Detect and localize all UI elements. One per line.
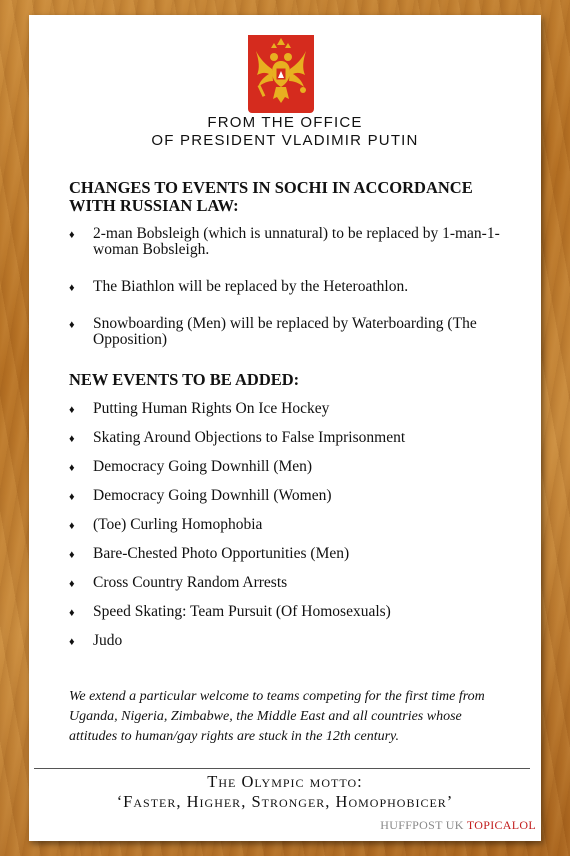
bullet-icon: ♦	[69, 578, 75, 590]
bullet-icon: ♦	[69, 491, 75, 503]
motto-text: ‘Faster, Higher, Stronger, Homophobicer’	[116, 792, 454, 811]
credit-brand: TOPICALOL	[466, 818, 536, 832]
bullet-icon: ♦	[69, 229, 75, 241]
office-line-2: OF PRESIDENT VLADIMIR PUTIN	[151, 132, 419, 149]
divider	[34, 768, 530, 769]
bullet-icon: ♦	[69, 607, 75, 619]
list-item: ♦ Snowboarding (Men) will be replaced by Waterboarding (The Opposition)	[69, 315, 477, 348]
list-item: ♦ Skating Around Objections to False Imprisonment	[69, 429, 406, 446]
list-item: ♦ Democracy Going Downhill (Men)	[69, 458, 313, 475]
list-item: ♦ Speed Skating: Team Pursuit (Of Homosexuals)	[69, 603, 391, 620]
bullet-icon: ♦	[69, 433, 75, 445]
office-line-1: FROM THE OFFICE	[207, 114, 363, 131]
motto-label: The Olympic motto:	[207, 772, 363, 791]
welcome-paragraph: We extend a particular welcome to teams competing for the first time from Uganda, Nigeria, Zimbabwe, the Middle East and all countries whose attitudes to human/gay rights are stuck in the 12th century.	[69, 689, 485, 744]
bullet-icon: ♦	[69, 282, 75, 294]
credit-source: HUFFPOST UK	[380, 818, 464, 832]
bullet-icon: ♦	[69, 520, 75, 532]
bullet-icon: ♦	[69, 462, 75, 474]
bullet-icon: ♦	[69, 636, 75, 648]
list-item: ♦ Democracy Going Downhill (Women)	[69, 487, 332, 504]
changes-list	[69, 226, 509, 369]
bullet-icon: ♦	[69, 549, 75, 561]
list-item: ♦ Putting Human Rights On Ice Hockey	[69, 400, 330, 417]
list-item: ♦ (Toe) Curling Homophobia	[69, 516, 263, 533]
list-item: ♦ Judo	[69, 632, 123, 649]
credit-line	[380, 818, 536, 833]
list-item: ♦ The Biathlon will be replaced by the Heteroathlon.	[69, 278, 409, 295]
new-events-heading: NEW EVENTS TO BE ADDED:	[69, 370, 300, 389]
list-item: ♦ 2-man Bobsleigh (which is unnatural) to be replaced by 1-man-1-woman Bobsleigh.	[69, 225, 500, 258]
list-item: ♦ Bare-Chested Photo Opportunities (Men)	[69, 545, 350, 562]
new-events-list	[69, 401, 509, 662]
bullet-icon: ♦	[69, 319, 75, 331]
russian-coat-of-arms-icon	[248, 35, 314, 113]
bullet-icon: ♦	[69, 404, 75, 416]
changes-heading: CHANGES TO EVENTS IN SOCHI IN ACCORDANCE WITH RUSSIAN LAW:	[69, 178, 473, 215]
list-item: ♦ Cross Country Random Arrests	[69, 574, 288, 591]
document-card	[29, 15, 541, 841]
